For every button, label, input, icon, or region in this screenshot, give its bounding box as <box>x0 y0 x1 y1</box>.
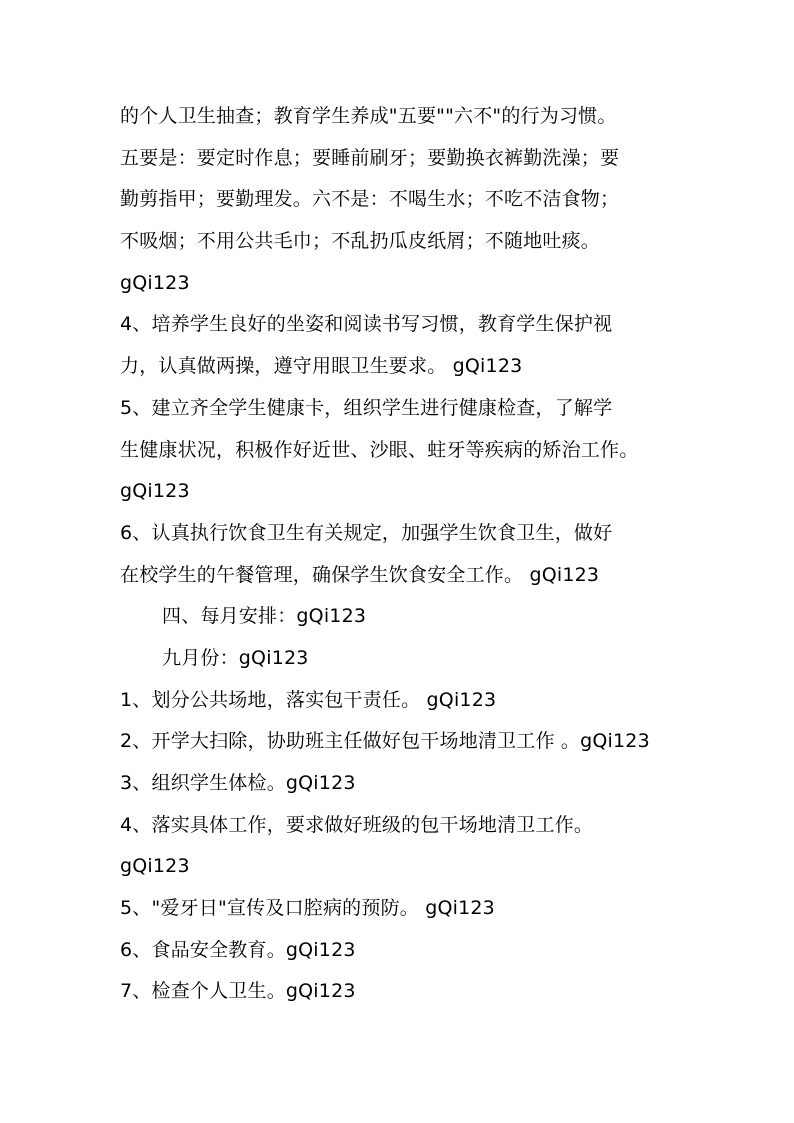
text-line: 力，认真做两操，遵守用眼卫生要求。 gQi123 <box>120 355 523 378</box>
text-line: 在校学生的午餐管理，确保学生饮食安全工作。 gQi123 <box>120 563 600 586</box>
list-item: 3、组织学生体检。gQi123 <box>120 772 356 794</box>
list-item: 2、开学大扫除，协助班主任做好包干场地清卫工作 。gQi123 <box>120 730 650 753</box>
list-item: 5、"爱牙日"宣传及口腔病的预防。 gQi123 <box>120 897 495 920</box>
text-line: 6、认真执行饮食卫生有关规定，加强学生饮食卫生，做好 <box>120 521 613 544</box>
text-line: 不吸烟；不用公共毛巾；不乱扔瓜皮纸屑；不随地吐痰。 <box>120 230 601 253</box>
list-item: 7、检查个人卫生。gQi123 <box>120 980 356 1003</box>
list-item: 1、划分公共场地，落实包干责任。 gQi123 <box>120 688 497 711</box>
text-line: gQi123 <box>120 480 190 503</box>
month-heading: 九月份：gQi123 <box>162 646 309 669</box>
section-heading: 四、每月安排：gQi123 <box>162 605 367 628</box>
text-line: 五要是：要定时作息；要睡前刷牙；要勤换衣裤勤洗澡；要 <box>120 146 620 169</box>
text-line: 的个人卫生抽查；教育学生养成"五要""六不"的行为习惯。 <box>120 105 617 127</box>
text-line: 生健康状况，积极作好近世、沙眼、蛀牙等疾病的矫治工作。 <box>120 438 639 461</box>
text-line: 5、建立齐全学生健康卡，组织学生进行健康检查，了解学 <box>120 396 613 419</box>
list-item: 6、食品安全教育。gQi123 <box>120 938 356 961</box>
text-line: gQi123 <box>120 855 190 878</box>
text-line: 4、培养学生良好的坐姿和阅读书写习惯，教育学生保护视 <box>120 313 613 336</box>
document-body <box>120 96 680 1013</box>
list-item: 4、落实具体工作，要求做好班级的包干场地清卫工作。 <box>120 813 594 836</box>
text-line: gQi123 <box>120 271 190 294</box>
text-line: 勤剪指甲；要勤理发。六不是：不喝生水；不吃不洁食物； <box>120 188 620 211</box>
